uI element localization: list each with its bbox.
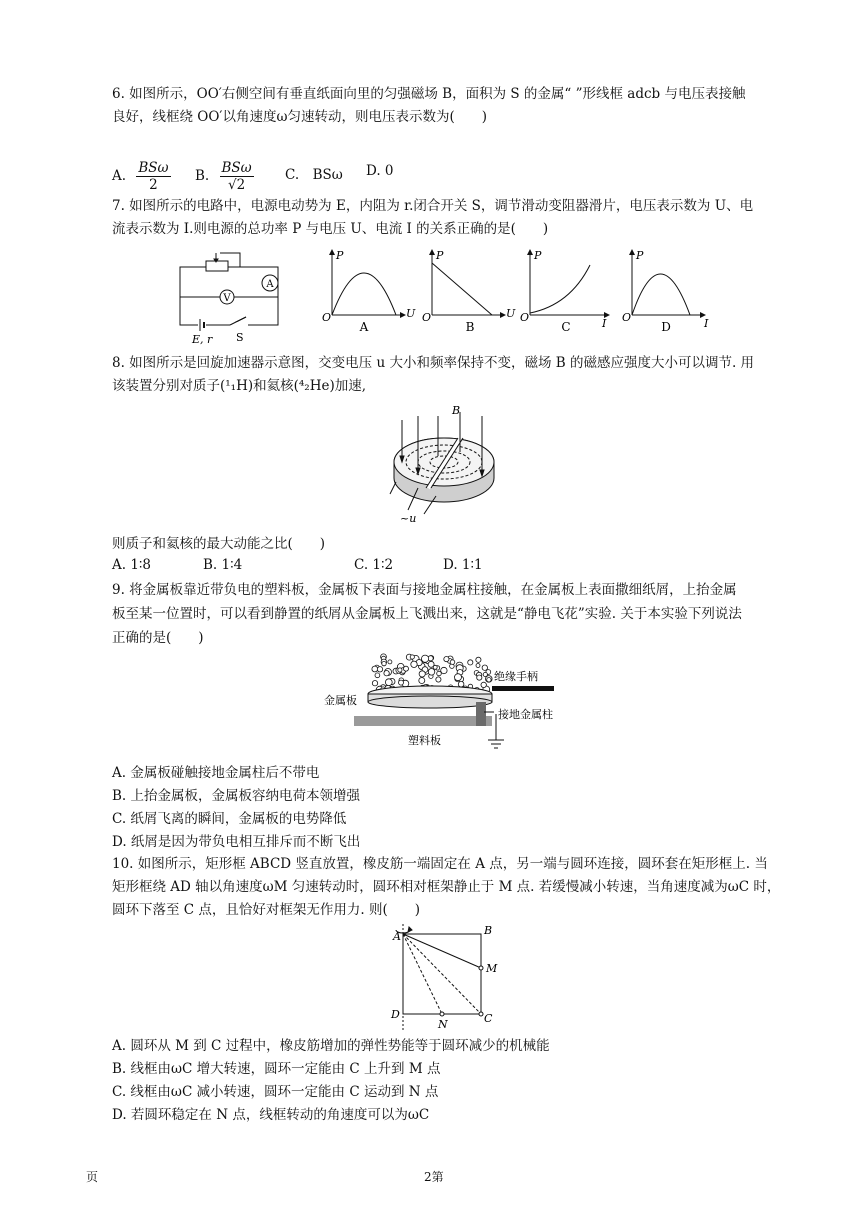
q7-graph-a xyxy=(322,249,416,334)
q6-option-b xyxy=(195,160,254,193)
q6-option-d: D. 0 xyxy=(366,163,394,179)
frame-point-m: M xyxy=(486,962,498,975)
q6-option-a-numerator: BSω xyxy=(138,160,169,176)
graph-d-x-label: I xyxy=(704,317,709,330)
q6-option-a-denominator: 2 xyxy=(149,177,158,193)
cyclotron-u-label: ~u xyxy=(400,512,417,525)
paper-scrap xyxy=(419,671,425,677)
graph-d-y-label: P xyxy=(636,249,644,262)
paper-scrap xyxy=(483,672,487,676)
q8-line3: 则质子和氦核的最大动能之比( ) xyxy=(112,536,326,552)
graph-a-label: A xyxy=(359,320,369,334)
q9-line2: 板至某一位置时，可以看到静置的纸屑从金属板上飞溅出来，这就是“静电飞花”实验. 关于本实验下列说法 xyxy=(112,606,742,622)
q6-line2: 良好，线框绕 OO′以角速度ω匀速转动，则电压表示数为( ) xyxy=(112,109,488,125)
paper-scrap xyxy=(458,681,464,687)
paper-scrap xyxy=(398,668,402,672)
q7-figures xyxy=(170,245,710,345)
electrostatic-flower-diagram xyxy=(318,650,578,756)
q6-option-a-fraction xyxy=(136,160,170,193)
rotating-frame-diagram xyxy=(388,920,508,1032)
paper-scrap xyxy=(384,671,389,676)
paper-scrap xyxy=(382,661,386,665)
paper-scrap xyxy=(476,664,480,668)
paper-scrap xyxy=(444,657,449,662)
q9-option-c: C. 纸屑飞离的瞬间，金属板的电势降低 xyxy=(112,811,347,827)
plastic-plate-label: 塑料板 xyxy=(408,734,441,747)
q6-line1: 6. 如图所示，OO′右侧空间有垂直纸面向里的匀强磁场 B，面积为 S 的金属“ ”形线框 adcb 与电压表接触 xyxy=(112,86,746,102)
q7-circuit-diagram xyxy=(180,253,278,330)
q10-option-b: B. 线框由ωC 增大转速，圆环一定能由 C 上升到 M 点 xyxy=(112,1061,441,1077)
q6-option-a xyxy=(112,160,171,193)
q10-option-a: A. 圆环从 M 到 C 过程中，橡皮筋增加的弹性势能等于圆环减少的机械能 xyxy=(112,1038,550,1054)
q9-line1: 9. 将金属板靠近带负电的塑料板，金属板下表面与接地金属柱接触，在金属板上表面撒细纸屑，上抬金属 xyxy=(112,582,737,598)
graph-c-origin: O xyxy=(520,311,530,324)
paper-scrap xyxy=(476,657,481,662)
q8-option-c: C. 1∶2 xyxy=(354,557,394,573)
paper-scrap xyxy=(441,667,447,673)
source-label: E, r xyxy=(192,333,213,345)
paper-scrap xyxy=(372,681,377,686)
q6-option-b-denominator: √2 xyxy=(228,177,246,193)
paper-scrap xyxy=(482,665,487,670)
graph-a-y-label: P xyxy=(336,249,344,262)
q8-option-b: B. 1∶4 xyxy=(203,557,243,573)
q6-option-b-numerator: BSω xyxy=(221,160,252,176)
voltmeter-label: V xyxy=(223,293,231,304)
paper-scrap xyxy=(419,678,425,684)
paper-scrap xyxy=(422,655,429,662)
insulated-handle-label: 绝缘手柄 xyxy=(494,670,538,683)
cyclotron-b-label: B xyxy=(452,404,461,417)
paper-scrap xyxy=(385,679,392,686)
q8-line2: 该装置分别对质子(¹₁H)和氦核(⁴₂He)加速, xyxy=(112,378,367,394)
graph-b-label: B xyxy=(465,320,475,334)
paper-scrap xyxy=(388,660,392,664)
q10-option-c: C. 线框由ωC 减小转速，圆环一定能由 C 运动到 N 点 xyxy=(112,1084,439,1100)
graph-c-y-label: P xyxy=(534,249,542,262)
q6-option-b-fraction xyxy=(220,160,254,193)
q9-option-a: A. 金属板碰触接地金属柱后不带电 xyxy=(112,765,320,781)
q8-option-a: A. 1∶8 xyxy=(112,557,152,573)
paper-scrap xyxy=(377,667,382,672)
q10-line3: 圆环下落至 C 点，且恰好对框架无作用力. 则( ) xyxy=(112,902,421,918)
q7-graph-b xyxy=(422,249,516,334)
cyclotron-diagram xyxy=(388,402,508,528)
graph-b-y-label: P xyxy=(436,249,444,262)
q6-option-a-label: A. xyxy=(112,168,127,184)
paper-scrap xyxy=(481,682,486,687)
q7-line1: 7. 如图所示的电路中，电源电动势为 E，内阻为 r.闭合开关 S，调节滑动变阻器滑片，电压表示数为 U、电 xyxy=(112,198,754,214)
q7-graph-d xyxy=(622,249,709,334)
q10-line1: 10. 如图所示，矩形框 ABCD 竖直放置，橡皮筋一端固定在 A 点，另一端与圆环连接，圆环套在矩形框上. 当 xyxy=(112,856,768,872)
q9-line3: 正确的是( ) xyxy=(112,630,204,646)
frame-point-a: A xyxy=(393,930,401,943)
metal-plate-label: 金属板 xyxy=(324,694,357,707)
paper-scrap xyxy=(468,660,473,665)
paper-scrap xyxy=(404,666,409,671)
paper-scrap xyxy=(477,675,482,680)
q10-line2: 矩形框绕 AD 轴以角速度ωM 匀速转动时，圆环相对框架静止于 M 点. 若缓慢减小转速，当角速度减为ωC 时， xyxy=(112,879,781,895)
paper-scrap xyxy=(375,673,380,678)
graph-c-x-label: I xyxy=(602,317,607,330)
ground-post-label: 接地金属柱 xyxy=(498,708,553,721)
paper-scrap xyxy=(428,661,434,667)
graph-b-x-label: U xyxy=(506,307,516,320)
paper-scrap xyxy=(455,674,462,681)
switch-label: S xyxy=(236,331,244,344)
frame-point-b: B xyxy=(484,924,493,937)
q6-option-b-label: B. xyxy=(195,168,210,184)
q8-option-d: D. 1∶1 xyxy=(443,557,483,573)
paper-scrap xyxy=(399,680,404,685)
graph-d-origin: O xyxy=(622,311,632,324)
q7-graph-c xyxy=(520,249,610,334)
q9-option-d: D. 纸屑是因为带负电相互排斥而不断飞出 xyxy=(112,834,361,850)
paper-scrap xyxy=(436,677,441,682)
paper-scrap xyxy=(410,655,414,659)
q6-option-c: C. BSω xyxy=(285,167,343,183)
frame-point-c: C xyxy=(484,1012,493,1025)
q8-line1: 8. 如图所示是回旋加速器示意图，交变电压 u 大小和频率保持不变，磁场 B 的磁感应强度大小可以调节. 用 xyxy=(112,355,755,371)
page-number: 2第 xyxy=(424,1170,444,1184)
q10-option-d: D. 若圆环稳定在 N 点，线框转动的角速度可以为ωC xyxy=(112,1107,430,1123)
graph-d-label: D xyxy=(661,320,671,334)
graph-a-x-label: U xyxy=(406,307,416,320)
graph-c-label: C xyxy=(561,320,571,334)
paper-scrap xyxy=(450,660,455,665)
graph-a-origin: O xyxy=(322,311,332,324)
q9-option-b: B. 上抬金属板，金属板容纳电荷本领增强 xyxy=(112,788,361,804)
ammeter-label: A xyxy=(266,279,274,290)
paper-scrap xyxy=(411,661,417,667)
paper-scrap xyxy=(428,669,435,676)
graph-b-origin: O xyxy=(422,311,432,324)
paper-scrap xyxy=(372,666,378,672)
q7-line2: 流表示数为 I.则电源的总功率 P 与电压 U、电流 I 的关系正确的是( ) xyxy=(112,221,549,237)
frame-point-d: D xyxy=(391,1008,400,1021)
paper-scrap xyxy=(487,678,491,682)
footer-left: 页 xyxy=(86,1170,99,1184)
frame-point-n: N xyxy=(438,1018,448,1031)
